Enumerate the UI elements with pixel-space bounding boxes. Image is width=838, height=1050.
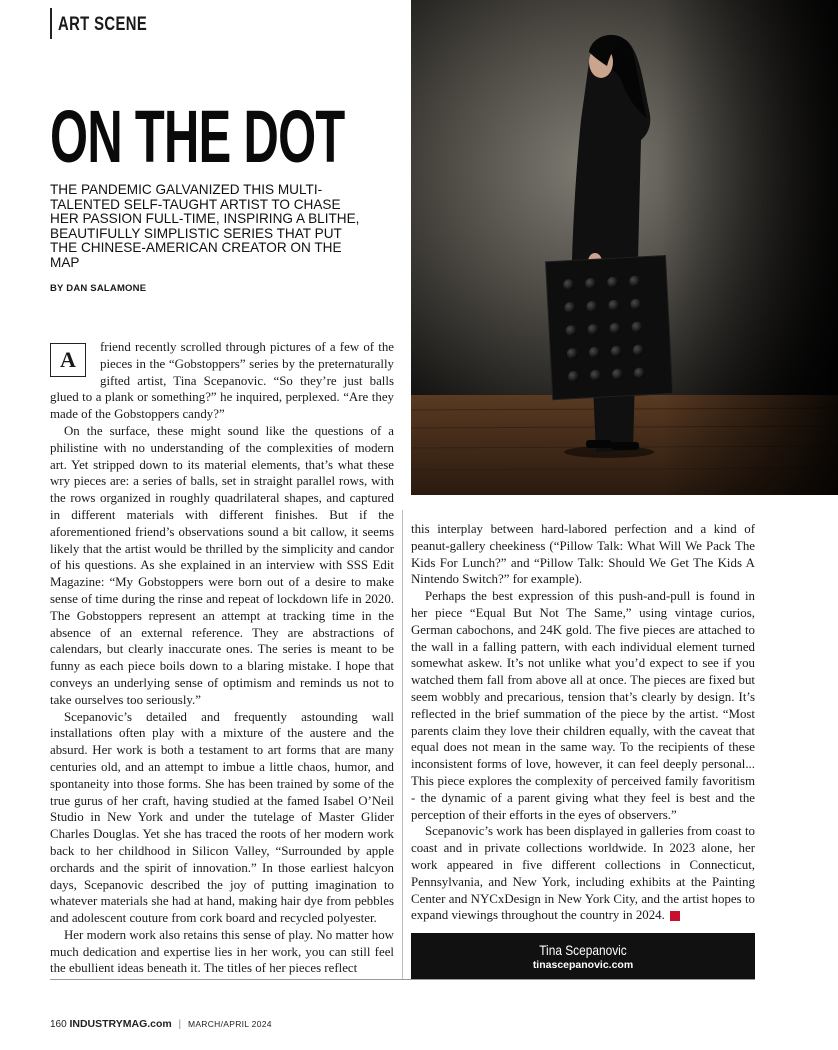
footer-rule bbox=[50, 979, 755, 980]
page-number: 160 bbox=[50, 1019, 67, 1030]
artist-portrait-photo bbox=[411, 0, 838, 495]
section-rule bbox=[50, 8, 52, 39]
drop-cap: A bbox=[50, 343, 86, 377]
article-body-column-1 bbox=[50, 339, 394, 977]
magazine-site[interactable]: INDUSTRYMAG.com bbox=[69, 1018, 172, 1030]
article-headline: ON THE DOT bbox=[50, 95, 345, 178]
body-paragraph-6 bbox=[411, 823, 755, 924]
issue-date: MARCH/APRIL 2024 bbox=[187, 1019, 272, 1029]
footer-separator: | bbox=[178, 1019, 182, 1030]
portrait-illustration bbox=[411, 0, 838, 495]
body-paragraph-1 bbox=[50, 339, 394, 423]
artist-credit-box bbox=[411, 933, 755, 979]
credit-name: Tina Scepanovic bbox=[539, 942, 627, 958]
body-paragraph-5: Perhaps the best expression of this push-and-pull is found in her piece “Equal But Not The Same,” using vintage curios, German cabochons, and 24K gold. The five pieces are attached to the wall in a falling pattern, with each individual element turned somewhat askew. It’s not unlike what you’d expect to see if you watched them fall from above all at once. The pieces are fixed but seem wobbly and precarious, tension that’s clearly by design. It’s reflected in the brief summation of the piece by the artist. “Most parents claim they love their children equally, with the caveat that equal does not mean in the same way. To the recipients of these inconsistent forms of love, however, it can feel deeply personal... This piece explores the complexity of perceived family favoritism - the dynamic of a parent giving what they feel is best and the perception of their efforts in the eyes of observers.” bbox=[411, 589, 755, 822]
body-paragraph-1-text: friend recently scrolled through pictures of a few of the pieces in the “Gobstoppers” series by the preternaturally gifted artist, Tina Scepanovic. “So they’re just balls glued to a plank or something?” he inquired, perplexed. “Are they made of the Gobstoppers candy?” bbox=[50, 340, 394, 422]
body-paragraph-3: Scepanovic’s detailed and frequently astounding wall installations often play with a mixture of the austere and the absurd. Her work is both a testament to art forms that are many centuries old, and an attempt to imbue a little chaos, humor, and spontaneity into those forms. She has been trained by some of the true gurus of her craft, having studied at the famed Isabel O’Neil Studio in New York and under the tutelage of Master Glider Charles Douglas. Yet she has traced the roots of her modern work back to her childhood in Silicon Valley, “Surrounded by apple orchards and the spirit of innovation.” In those earliest halcyon days, Scepanovic described the joy of putting imagination to whatever materials she had at hand, making hair dye from pebbles and adolescent couture from cork board and recycled polyester. bbox=[50, 709, 394, 926]
end-mark-icon: I bbox=[670, 911, 680, 921]
article-body-column-2 bbox=[411, 521, 755, 924]
body-paragraph-4: Her modern work also retains this sense of play. No matter how much dedication and expertise lies in her work, you can still feel the ebullient ideas beneath it. The titles of her pieces reflect bbox=[50, 927, 394, 976]
body-paragraph-6-text: Scepanovic’s work has been displayed in galleries from coast to coast and in private collections worldwide. In 2023 alone, her work appeared in five different collections in Connecticut, Pennsylvania, and New York, including exhibits at the Painting Center and NYCxDesign in New York City, and the artist hopes to expand viewings throughout the country in 2024. bbox=[411, 824, 755, 923]
article-deck: THE PANDEMIC GALVANIZED THIS MULTI-TALENTED SELF-TAUGHT ARTIST TO CHASE HER PASSION FULL-TIME, INSPIRING A BLITHE, BEAUTIFULLY SIMPLISTIC SERIES THAT PUT THE CHINESE-AMERICAN CREATOR ON THE MAP bbox=[50, 182, 360, 270]
credit-website-link[interactable]: tinascepanovic.com bbox=[532, 959, 634, 971]
section-label: ART SCENE bbox=[58, 14, 148, 35]
body-paragraph-2: On the surface, these might sound like the questions of a philistine with no understanding of the complexities of modern art. Yet stripped down to its material elements, that’s what these wry pieces are: a series of balls, set in straight parallel rows, with the rows organized in roughly quadrilateral shapes, and captured in different materials with different finishes. But if the aforementioned friend’s observations sound a bit callow, it seems likely that the artist would be thrilled by the simplicity and candor of his questions. As she explained in an interview with SSS Edit Magazine: “My Gobstoppers were born out of a desire to make sense of time during the rinse and repeat of lockdown life in 2020. The Gobstoppers represent an attempt at tracking time in the absence of an external reference. They are abstractions of calendars, but clearly inaccurate ones. The series is meant to be funny as each piece boils down to a blaring mistake. I hope that conveys an underlying sense of optimism and reminds us not to take ourselves too seriously.” bbox=[50, 423, 394, 707]
body-paragraph-4-continued: this interplay between hard-labored perfection and a kind of peanut-gallery cheekiness (“Pillow Talk: What Will We Pack The Kids For Lunch?” and “Pillow Talk: Should We Get The Kids A Nintendo Switch?” for example). bbox=[411, 522, 755, 587]
article-byline: BY DAN SALAMONE bbox=[50, 283, 147, 294]
page-footer bbox=[50, 1018, 272, 1030]
column-gutter-rule bbox=[402, 510, 403, 980]
